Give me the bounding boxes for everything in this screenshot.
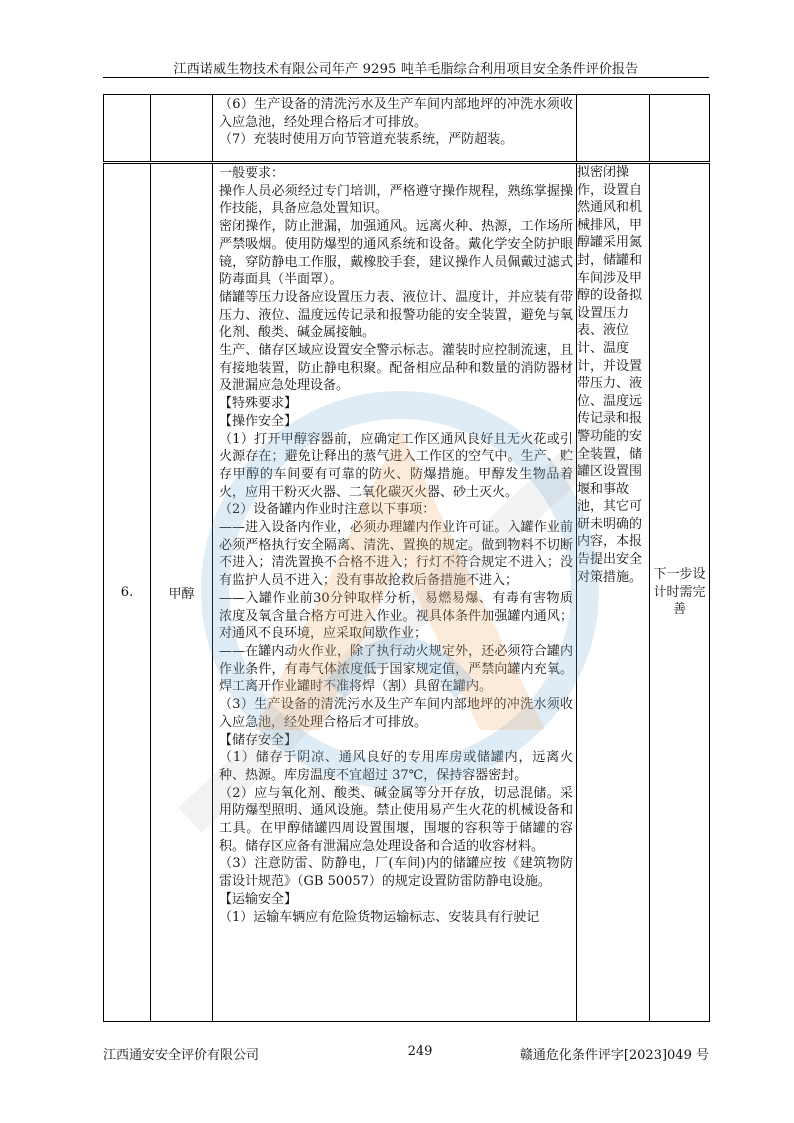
table-main [103,163,710,1022]
content-line: （1）储存于阴凉、通风良好的专用库房或储罐内，远离火种、热源。库房温度不宜超过 37℃，保持容器密封。 [219,750,573,783]
cell-content [213,164,577,1022]
content-line: （2）应与氧化剂、酸类、碱金属等分开存放，切忌混储。采用防爆型照明、通风设施。禁止使用易产生火花的机械设备和工具。在甲醇储罐四周设置围堰，围堰的容积等于储罐的容积。储存区应备有泄漏应急处理设备和合适的收容材料。 [219,785,573,854]
content-line: （1）打开甲醇容器前，应确定工作区通风良好且无火花或引火源存在；避免让释出的蒸气进入工作区的空气中。生产、贮存甲醇的车间要有可靠的防火、防爆措施。甲醇发生物品着火，应用干粉灭火器、二氧化碳灭火器、砂土灭火。 [219,431,573,500]
content-line: （2）设备罐内作业时注意以下事项： [219,502,436,518]
cell-substance: 甲醇 [151,164,213,1022]
content-list [213,164,576,927]
cell-measures-empty [577,95,650,162]
content-line: （7）充装时使用万向节管道充装系统，严防超装。 [219,132,514,148]
cell-index: 6. [104,164,151,1022]
content-line: （6）生产设备的清洗污水及生产车间内部地坪的冲洗水须收入应急池，经处理合格后才可排放。 [219,97,573,130]
header-rule [103,77,709,78]
content-line: 【运输安全】 [219,891,298,907]
content-line: ——在罐内动火作业，除了执行动火规定外，还必须符合罐内作业条件，有毒气体浓度低于国家规定值，严禁向罐内充氧。焊工离开作业罐时不准将焊（割）具留在罐内。 [219,643,573,695]
content-line: 【储存安全】 [219,732,298,748]
table-continuation [103,94,710,162]
cell-next-step: 下一步设计时需完善 [650,164,710,1022]
content-line: 操作人员必须经过专门培训，严格遵守操作规程，熟练掌握操作技能，具备应急处置知识。 [219,183,573,217]
content-line: （1）运输车辆应有危险货物运输标志、安装具有行驶记 [219,909,540,925]
table-row [104,95,710,162]
content-line: 密闭操作，防止泄漏，加强通风。远离火种、热源，工作场所严禁吸烟。使用防爆型的通风系统和设备。戴化学安全防护眼镜，穿防静电工作服，戴橡胶手套，建议操作人员佩戴过滤式防毒面具（半面罩）。 [219,219,573,288]
table-row [104,164,710,1022]
page-header-title: 江西诺威生物技术有限公司年产 9295 吨羊毛脂综合利用项目安全条件评价报告 [173,62,639,77]
content-line: （3）生产设备的清洗污水及生产车间内部地坪的冲洗水须收入应急池，经处理合格后才可排放。 [219,697,573,730]
content-line: 【特殊要求】 [219,396,298,412]
cell-next-empty [650,95,710,162]
footer-doc-number: 赣通危化条件评字[2023]049 号 [519,1048,709,1063]
content-line: 生产、储存区域应设置安全警示标志。灌装时应控制流速，且有接地装置，防止静电积聚。配备相应品种和数量的消防器材及泄漏应急处理设备。 [219,343,573,394]
content-line: 【操作安全】 [219,413,298,429]
cell-measures: 拟密闭操作，设置自然通风和机械排风，甲醇罐采用氮封，储罐和车间涉及甲醇的设备拟设置压力表、液位计、温度计，并设置带压力、液位、温度远传记录和报警功能的安全装置，储罐区设置围堰和事故池，其它可研未明确的内容，本报告提出安全对策措施。 [577,164,650,1022]
content-line: 一般要求： [219,166,285,181]
content-line: ——进入设备内作业，必须办理罐内作业许可证。入罐作业前必须严格执行安全隔离、清洗、置换的规定。做到物料不切断不进入；清洗置换不合格不进入；行灯不符合规定不进入；没有监护人员不进入；没有事故抢救后备措施不进入； [219,520,573,589]
content-line: 储罐等压力设备应设置压力表、液位计、温度计，并应装有带压力、液位、温度远传记录和报警功能的安全装置，避免与氧化剂、酸类、碱金属接触。 [219,289,573,341]
content-line: ——入罐作业前30分钟取样分析，易燃易爆、有毒有害物质浓度及氧含量合格方可进入作业。视具体条件加强罐内通风；对通风不良环境，应采取间歇作业； [219,590,573,642]
content-line: （3）注意防雷、防静电，厂(车间)内的储罐应按《建筑物防雷设计规范》（GB 50057）的规定设置防雷防静电设施。 [219,856,573,890]
cell-index-empty [104,95,151,162]
cell-substance-empty [151,95,213,162]
footer-page-number: 249 [407,1044,433,1059]
cell-content [213,95,577,162]
footer-company: 江西通安安全评价有限公司 [103,1048,260,1063]
